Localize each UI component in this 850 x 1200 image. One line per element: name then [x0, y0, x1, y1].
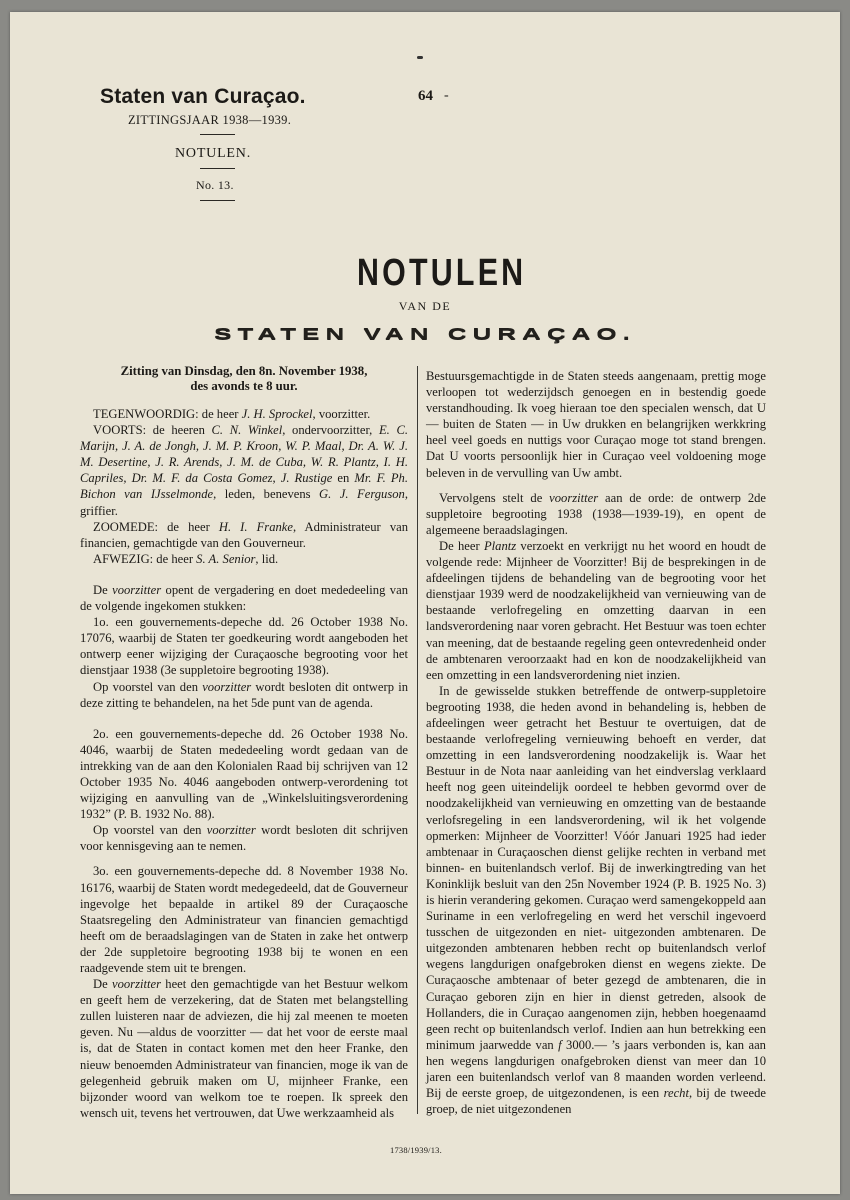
- right-column: [426, 368, 766, 1117]
- ink-dot: [417, 56, 423, 59]
- masthead-subtitle: VAN DE: [398, 299, 452, 313]
- session-line: Zitting van Dinsdag, den 8n. November 1938,: [120, 364, 368, 378]
- paragraph: Op voorstel van den voorzitter wordt besloten dit schrijven voor kennisgeving aan te nemen.: [80, 823, 408, 854]
- paragraph: 3o. een gouvernements-depeche dd. 8 November 1938 No. 16176, waarbij de Staten wordt medegedeeld, dat de Gouverneur ingevolge het bepaalde in artikel 89 der Curaçaosche Staatsregeling den Administrateur van financien gemachtigd heeft om de beraadslagingen van de Staten in zake het ontwerp der 2de suppletoire begrooting 1938 bij te wonen en een raadgevende stem uit te brengen.: [80, 864, 408, 975]
- session-year: ZITTINGSJAAR 1938—1939.: [128, 113, 292, 127]
- paragraph: Bestuursgemachtigde in de Staten steeds aangenaam, prettig moge verloopen tot wederzijdsch genoegen en in bestendig goede verstandhouding. Ik voeg hieraan toe den specialen wensch, dat U — buiten de Staten — in Uw drukken en belangrijken werkkring heel veel goeds en nuttigs voor Curaçao moge tot stand brengen. Dat U voorts persoonlijk hier in Curaçao veel voldoening moge beleven in de vervulling van Uw ambt.: [426, 369, 766, 480]
- attendance-members: VOORTS: de heeren C. N. Winkel, ondervoorzitter, E. C. Marijn, J. A. de Jongh, J. M. P. Kroon, W. P. Maal, Dr. A. W. J. M. Desertine, J. R. Arends, J. M. de Cuba, W. R. Plantz, I. H. Capriles, Dr. M. F. da Costa Gomez, J. Rustige en Mr. F. Ph. Bichon van IJsselmonde, leden, benevens G. J. Ferguson, griffier.: [80, 423, 408, 518]
- attendance-absent: AFWEZIG: de heer S. A. Senior, lid.: [93, 551, 279, 566]
- header-rule: [200, 134, 235, 135]
- paragraph: Vervolgens stelt de voorzitter aan de orde: de ontwerp 2de suppletoire begrooting 1938 (1938—1939-19), en opent de algemeene beraadslagingen.: [426, 490, 766, 537]
- attendance-present: TEGENWOORDIG: de heer J. H. Sprockel, voorzitter.: [93, 407, 371, 421]
- header-rule: [200, 168, 235, 169]
- attendance-further: ZOOMEDE: de heer H. I. Franke, Administrateur van financien, gemachtigde van den Gouverneur.: [80, 519, 409, 550]
- left-column: [80, 364, 408, 1121]
- document-page: [10, 12, 840, 1194]
- page-number: 64: [418, 88, 433, 104]
- masthead-body: STATEN VAN CURAÇAO.: [214, 323, 636, 343]
- paragraph: De voorzitter heet den gemachtigde van het Bestuur welkom en geeft hem de verzekering, dat de Staten met belangstelling zullen luisteren naar de adviezen, die hij zal meenen te moeten geven. Nu —aldus de voorzitter — dat het voor de eerste maal is, dat de Staten in contact komen met den heer Franke, den nieuw benoemden Administrateur van financien, moge ik van de gelegenheid gebruik maken om U, mijnheer Franke, een bijzonder woord van welkom toe te roepen. Ik spreek den wensch uit, tevens het vertrouwen, dat Uwe werkzaamheid als: [80, 977, 408, 1120]
- footer-code: 1738/1939/13.: [390, 1145, 442, 1155]
- session-heading: [80, 364, 408, 394]
- paragraph: In de gewisselde stukken betreffende de ontwerp-suppletoire begrooting 1938, die heden avond in behandeling is, hebben de afdeelingen weer getracht het Bestuur te overtuigen, dat de bestaande verlofregeling vernieuwing behoeft en verder, dat omzetting in een landsverordening noodzakelijk is. Waar het Bestuur in de Nota naar aanleiding van het eindverslag verklaard heeft nog geen uiteindelijk oordeel te hebben gevormd over de noodzakelijkheid van vernieuwing en omzetting van de bestaande verlofsregeling in een landsverordening, wil ik het volgende opmerken: Mijnheer de Voorzitter! Vóór Januari 1925 had ieder ambtenaar in Curaçaoschen dienst gelijke rechten in verband met binnen- en buitenlandsch verlof. Bij de inwerkingtreding van het Koninklijk besluit van den 25n November 1924 (P. B. 1925 No. 3) is hierin verandering gekomen. Curaçao werd samengekoppeld aan Suriname in een verlofregeling en werd het verschil ingevoerd tusschen de uitgezonden en niet- uitgezonden ambtenaren. De uitgezonden ambtenaren hebben recht op buitenlandsch verlof wegens langdurigen onafgebroken dienst en wegens ziekte. De Curaçaosche ambtenaar of beter gezegd de ambtenaren, die in Curaçao geboren zijn en hier in dienst getreden, alsook de Hollanders, die in Curaçao aangenomen zijn, hebben hoegenaamd geen recht op buitenlandsch verlof. Indien aan hun betrekking een minimum jaarwedde van f 3000.— ’s jaars verbonden is, kan aan hen wegens langdurigen onafgebroken dienst van meer dan 10 jaren een buitenlandsch verlof van 8 maanden worden verleend. Bij de eerste groep, de uitgezondenen, is een recht, bij de tweede groep, de niet uitgezondenen: [426, 683, 766, 1117]
- column-divider: [417, 366, 418, 1114]
- paragraph: Op voorstel van den voorzitter wordt besloten dit ontwerp in deze zitting te behandelen, na het 5de punt van de agenda.: [80, 679, 409, 710]
- header-title: Staten van Curaçao.: [100, 85, 306, 108]
- header-rule: [200, 200, 235, 201]
- page-number-dash: -: [444, 88, 449, 103]
- paragraph: De voorzitter opent de vergadering en doet mededeeling van de volgende ingekomen stukken:: [80, 582, 408, 614]
- masthead-title: NOTULEN: [357, 252, 527, 294]
- paragraph: 2o. een gouvernements-depeche dd. 26 October 1938 No. 4046, waarbij de Staten mededeeling wordt gedaan van de intrekking van de aan den Kolonialen Raad bij schrijven van 12 October 1935 No. 4046 aangeboden ontwerp-verordening tot wijziging en aanvulling van de „Winkelsluitingsverordening 1932” (P. B. 1932 No. 88).: [80, 726, 408, 822]
- session-line: des avonds te 8 uur.: [190, 379, 298, 393]
- paragraph: 1o. een gouvernements-depeche dd. 26 October 1938 No. 17076, waarbij de Staten ter goedkeuring wordt aangeboden het ontwerp eener wijziging der Curaçaosche begrooting voor het dienstjaar 1938 (3e suppletoire begrooting 1938).: [80, 615, 408, 678]
- issue-number: No. 13.: [196, 178, 234, 192]
- paragraph: De heer Plantz verzoekt en verkrijgt nu het woord en houdt de volgende rede: Mijnheer de Voorzitter! Bij de besprekingen in de afdeelingen tijdens de behandeling van de begrooting voor het dienstjaar 1939 werd de noodzakelijkheid van vernieuwing van de bestaande verlofregeling en omzetting daarvan in een landsverordening naar voren gebracht. Het Bestuur was toen echter van meening, dat de bestaande regeling geen ontevredenheid onder de ambtenaren veroorzaakt had en kon de noodzakelijkheid van een omzetting in een landsverordening niet inzien.: [426, 538, 767, 682]
- section-title: NOTULEN.: [175, 146, 251, 161]
